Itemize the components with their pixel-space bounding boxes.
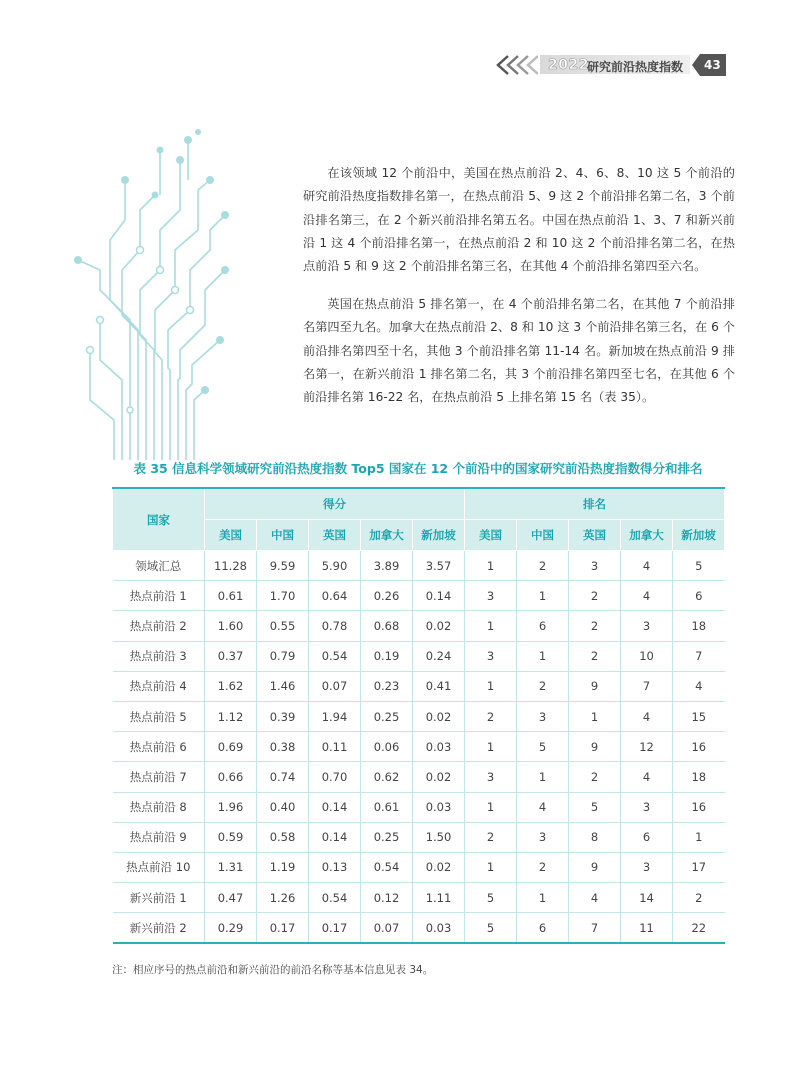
rank-cell: 1 (517, 641, 569, 671)
score-cell: 0.78 (309, 611, 361, 641)
row-label: 热点前沿 10 (113, 852, 205, 882)
score-rank-table (112, 487, 724, 944)
score-cell: 1.94 (309, 701, 361, 731)
score-cell: 0.29 (205, 913, 257, 944)
table-row (113, 822, 725, 852)
score-cell: 0.74 (257, 762, 309, 792)
rank-cell: 2 (569, 611, 621, 641)
rank-cell: 1 (569, 701, 621, 731)
score-cell: 0.54 (309, 883, 361, 913)
score-cell: 0.25 (361, 701, 413, 731)
score-cell: 0.79 (257, 641, 309, 671)
score-cell: 0.03 (413, 913, 465, 944)
score-cell: 0.06 (361, 732, 413, 762)
rank-cell: 5 (569, 792, 621, 822)
score-cell: 1.50 (413, 822, 465, 852)
row-label: 热点前沿 1 (113, 581, 205, 611)
chevron-left-icon (492, 54, 538, 76)
rank-cell: 8 (569, 822, 621, 852)
table-row (113, 732, 725, 762)
score-col-header: 中国 (257, 520, 309, 551)
row-header: 国家 (113, 488, 205, 551)
rank-cell: 4 (517, 792, 569, 822)
rank-cell: 17 (673, 852, 725, 882)
page-number: 43 (704, 58, 721, 72)
rank-col-header: 中国 (517, 520, 569, 551)
score-cell: 0.37 (205, 641, 257, 671)
score-cell: 0.03 (413, 792, 465, 822)
score-cell: 1.70 (257, 581, 309, 611)
rank-cell: 16 (673, 732, 725, 762)
table-caption: 表 35 信息科学领域研究前沿热度指数 Top5 国家在 12 个前沿中的国家研究前沿热度指数得分和排名 (133, 461, 703, 476)
page-header (492, 52, 732, 78)
table-row (113, 913, 725, 944)
rank-col-header: 英国 (569, 520, 621, 551)
rank-cell: 1 (673, 822, 725, 852)
rank-cell: 9 (569, 671, 621, 701)
rank-cell: 15 (673, 701, 725, 731)
score-col-header: 美国 (205, 520, 257, 551)
score-cell: 0.69 (205, 732, 257, 762)
rank-cell: 6 (517, 611, 569, 641)
score-cell: 0.17 (257, 913, 309, 944)
score-cell: 1.96 (205, 792, 257, 822)
row-label: 热点前沿 3 (113, 641, 205, 671)
rank-cell: 1 (517, 883, 569, 913)
row-label: 热点前沿 2 (113, 611, 205, 641)
rank-cell: 6 (673, 581, 725, 611)
rank-col-header: 美国 (465, 520, 517, 551)
row-label: 领域汇总 (113, 551, 205, 581)
rank-col-header: 新加坡 (673, 520, 725, 551)
table-row (113, 551, 725, 581)
rank-cell: 2 (465, 701, 517, 731)
score-cell: 11.28 (205, 551, 257, 581)
table-body (113, 551, 725, 944)
body-paragraph-1: 在该领域 12 个前沿中，美国在热点前沿 2、4、6、8、10 这 5 个前沿的研究前沿热度指数排名第一，在热点前沿 5、9 这 2 个前沿排名第二名，3 个前沿排名第三，在 2 个新兴前沿排名第五名。中国在热点前沿 1、3、7 和新兴前沿 1 这 4 个前沿排名第一，在热点前沿 2 和 10 这 2 个前沿排名第二名，在热点前沿 5 和 9 这 2 个前沿排名第三名，在其他 4 个前沿排名第四至六名。 (303, 166, 735, 274)
table-row (113, 581, 725, 611)
score-col-header: 英国 (309, 520, 361, 551)
rank-cell: 3 (569, 551, 621, 581)
rank-cell: 2 (465, 822, 517, 852)
score-cell: 0.62 (361, 762, 413, 792)
rank-cell: 4 (673, 671, 725, 701)
score-cell: 0.17 (309, 913, 361, 944)
table-row (113, 792, 725, 822)
rank-cell: 2 (517, 852, 569, 882)
rank-cell: 2 (517, 551, 569, 581)
rank-cell: 3 (621, 852, 673, 882)
rank-cell: 5 (517, 732, 569, 762)
score-cell: 0.26 (361, 581, 413, 611)
rank-cell: 18 (673, 611, 725, 641)
score-cell: 0.47 (205, 883, 257, 913)
score-cell: 1.19 (257, 852, 309, 882)
score-col-header: 新加坡 (413, 520, 465, 551)
rank-cell: 2 (569, 762, 621, 792)
rank-cell: 16 (673, 792, 725, 822)
row-label: 热点前沿 8 (113, 792, 205, 822)
score-cell: 1.31 (205, 852, 257, 882)
score-cell: 0.55 (257, 611, 309, 641)
score-cell: 0.66 (205, 762, 257, 792)
group-header-rank: 排名 (465, 488, 725, 520)
score-cell: 0.70 (309, 762, 361, 792)
rank-cell: 3 (621, 611, 673, 641)
row-label: 热点前沿 4 (113, 671, 205, 701)
score-cell: 0.02 (413, 611, 465, 641)
rank-cell: 3 (621, 792, 673, 822)
score-cell: 0.13 (309, 852, 361, 882)
score-cell: 0.23 (361, 671, 413, 701)
header-title: 研究前沿热度指数 (587, 60, 684, 74)
rank-cell: 1 (465, 551, 517, 581)
rank-cell: 2 (517, 671, 569, 701)
score-cell: 0.14 (413, 581, 465, 611)
rank-cell: 9 (569, 732, 621, 762)
score-cell: 0.11 (309, 732, 361, 762)
rank-cell: 1 (465, 732, 517, 762)
row-label: 新兴前沿 2 (113, 913, 205, 944)
score-cell: 0.14 (309, 822, 361, 852)
score-cell: 3.57 (413, 551, 465, 581)
score-col-header: 加拿大 (361, 520, 413, 551)
score-cell: 1.62 (205, 671, 257, 701)
score-cell: 1.26 (257, 883, 309, 913)
header-year: 2022 (548, 57, 589, 73)
table-row (113, 671, 725, 701)
rank-cell: 1 (517, 581, 569, 611)
score-cell: 5.90 (309, 551, 361, 581)
score-cell: 0.07 (309, 671, 361, 701)
rank-col-header: 加拿大 (621, 520, 673, 551)
table-row (113, 641, 725, 671)
score-cell: 0.59 (205, 822, 257, 852)
rank-cell: 5 (673, 551, 725, 581)
score-cell: 0.38 (257, 732, 309, 762)
rank-cell: 7 (621, 671, 673, 701)
score-cell: 1.46 (257, 671, 309, 701)
score-cell: 1.12 (205, 701, 257, 731)
rank-cell: 7 (569, 913, 621, 944)
rank-cell: 1 (517, 762, 569, 792)
rank-cell: 5 (465, 883, 517, 913)
rank-cell: 11 (621, 913, 673, 944)
score-cell: 0.24 (413, 641, 465, 671)
row-label: 热点前沿 7 (113, 762, 205, 792)
circuit-decoration (60, 120, 240, 460)
rank-cell: 1 (465, 852, 517, 882)
score-cell: 0.02 (413, 701, 465, 731)
rank-cell: 18 (673, 762, 725, 792)
rank-cell: 12 (621, 732, 673, 762)
score-cell: 0.68 (361, 611, 413, 641)
rank-cell: 6 (621, 822, 673, 852)
rank-cell: 4 (621, 581, 673, 611)
rank-cell: 4 (621, 762, 673, 792)
score-cell: 0.61 (361, 792, 413, 822)
score-cell: 0.41 (413, 671, 465, 701)
score-cell: 3.89 (361, 551, 413, 581)
score-cell: 0.19 (361, 641, 413, 671)
score-cell: 0.58 (257, 822, 309, 852)
rank-cell: 3 (465, 641, 517, 671)
score-cell: 0.54 (309, 641, 361, 671)
row-label: 新兴前沿 1 (113, 883, 205, 913)
rank-cell: 9 (569, 852, 621, 882)
rank-cell: 4 (621, 551, 673, 581)
rank-cell: 2 (569, 581, 621, 611)
row-label: 热点前沿 9 (113, 822, 205, 852)
table-row (113, 762, 725, 792)
rank-cell: 7 (673, 641, 725, 671)
score-cell: 0.02 (413, 762, 465, 792)
rank-cell: 3 (465, 581, 517, 611)
score-cell: 0.64 (309, 581, 361, 611)
rank-cell: 3 (465, 762, 517, 792)
score-cell: 1.11 (413, 883, 465, 913)
score-cell: 0.14 (309, 792, 361, 822)
score-cell: 0.12 (361, 883, 413, 913)
country-header-row (113, 520, 725, 551)
score-cell: 0.39 (257, 701, 309, 731)
row-label: 热点前沿 6 (113, 732, 205, 762)
table-row (113, 611, 725, 641)
rank-cell: 1 (465, 611, 517, 641)
score-cell: 0.54 (361, 852, 413, 882)
score-cell: 9.59 (257, 551, 309, 581)
rank-cell: 14 (621, 883, 673, 913)
body-paragraph-2: 英国在热点前沿 5 排名第一，在 4 个前沿排名第二名，在其他 7 个前沿排名第四至九名。加拿大在热点前沿 2、8 和 10 这 3 个前沿排名第三名，在 6 个前沿排名第四至十名，其他 3 个前沿排名第 11-14 名。新加坡在热点前沿 9 排名第一，在新兴前沿 1 排名第二名，其 3 个前沿排名第四至七名，在其他 6 个前沿排名第 16-22 名，在热点前沿 5 上排名第 15 名（表 35）。 (303, 297, 735, 405)
score-cell: 0.02 (413, 852, 465, 882)
rank-cell: 4 (621, 701, 673, 731)
rank-cell: 5 (465, 913, 517, 944)
rank-cell: 2 (569, 641, 621, 671)
table-row (113, 852, 725, 882)
score-cell: 0.25 (361, 822, 413, 852)
rank-cell: 2 (673, 883, 725, 913)
score-cell: 0.40 (257, 792, 309, 822)
group-header-score: 得分 (205, 488, 465, 520)
score-cell: 0.07 (361, 913, 413, 944)
rank-cell: 22 (673, 913, 725, 944)
table-row (113, 883, 725, 913)
rank-cell: 3 (517, 822, 569, 852)
rank-cell: 4 (569, 883, 621, 913)
rank-cell: 3 (517, 701, 569, 731)
rank-cell: 1 (465, 792, 517, 822)
score-cell: 1.60 (205, 611, 257, 641)
rank-cell: 1 (465, 671, 517, 701)
rank-cell: 6 (517, 913, 569, 944)
score-cell: 0.61 (205, 581, 257, 611)
table-note: 注：相应序号的热点前沿和新兴前沿的前沿名称等基本信息见表 34。 (112, 964, 434, 976)
rank-cell: 10 (621, 641, 673, 671)
table-row (113, 701, 725, 731)
row-label: 热点前沿 5 (113, 701, 205, 731)
score-cell: 0.03 (413, 732, 465, 762)
